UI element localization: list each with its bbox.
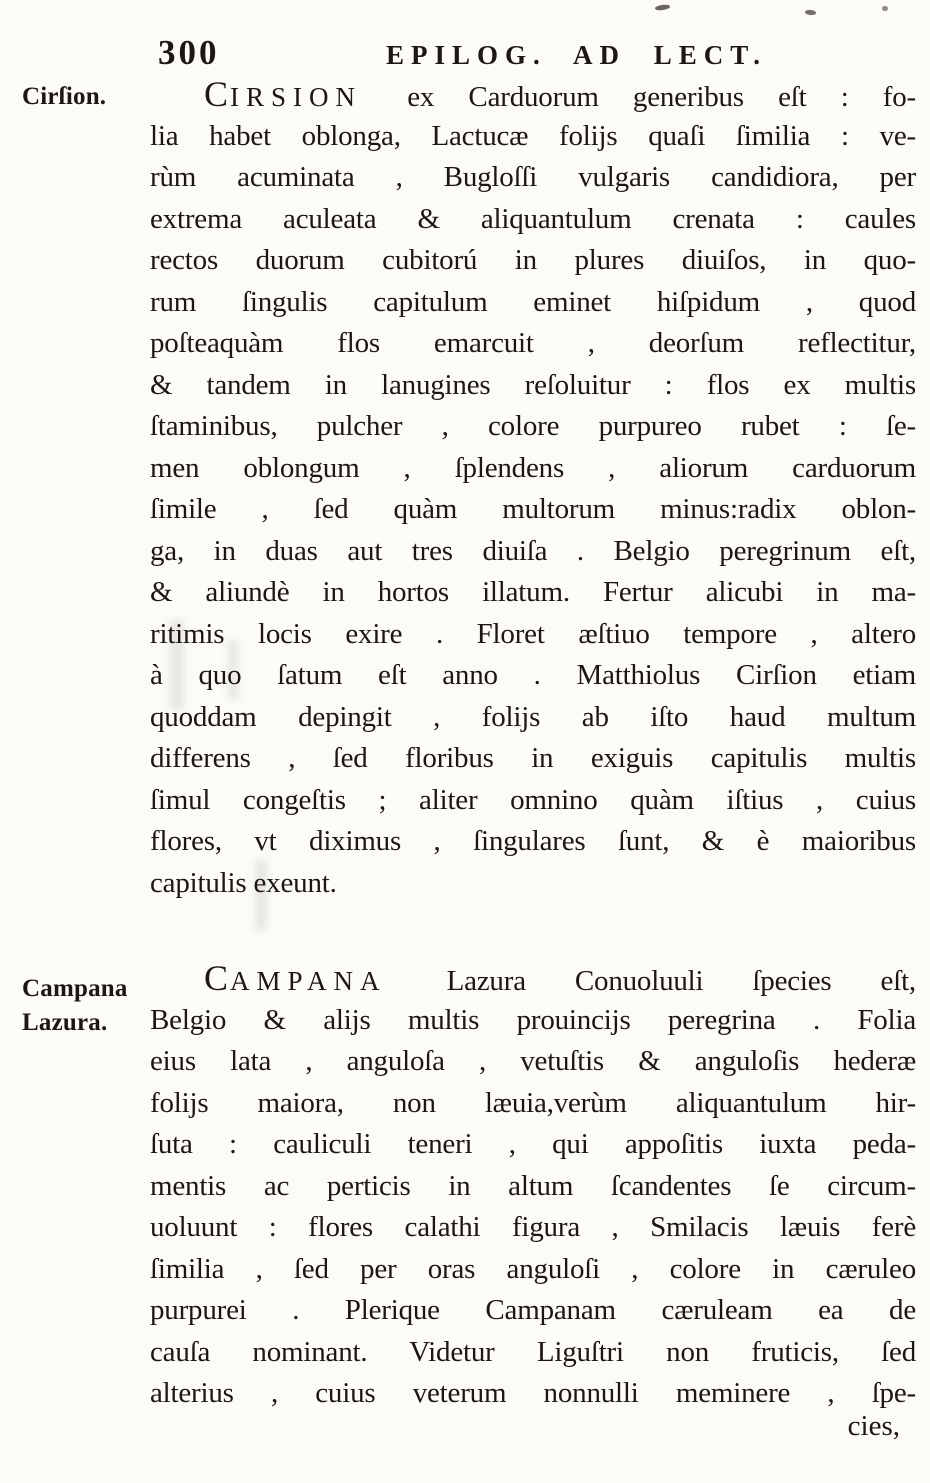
text-line: à quo ſatum eſt anno . Matthiolus Cirſion etiam: [150, 659, 916, 691]
text-line: purpurei . Plerique Campanam cæruleam ea de: [150, 1294, 916, 1326]
text-line: ſimile , ſed quàm multorum minus:radix oblon-: [150, 493, 916, 525]
text-line: poſteaquàm flos emarcuit , deorſum reflectitur,: [150, 327, 916, 359]
lead-word: [204, 74, 373, 114]
lead-initial: C: [204, 958, 231, 998]
page-number: 300: [158, 33, 220, 72]
text-line: rum ſingulis capitulum eminet hiſpidum , quod: [150, 285, 916, 318]
text-line: mentis ac perticis in altum ſcandentes ſe circum-: [150, 1169, 916, 1202]
paragraph-last-line: capitulis exeunt.: [150, 866, 337, 899]
margin-note-line: Campana: [22, 975, 128, 1002]
text-line: men oblongum , ſplendens , aliorum carduorum: [150, 451, 916, 484]
text-line: alterius , cuius veterum nonnulli meminere , ſpe-: [150, 1377, 916, 1409]
text-line: rùm acuminata , Bugloſſi vulgaris candidiora, per: [150, 161, 916, 193]
text-line: ſuta : cauliculi teneri , qui appoſitis iuxta peda-: [150, 1128, 916, 1160]
running-title: EPILOG. AD LECT.: [386, 40, 768, 70]
paragraph-first-line: [150, 958, 916, 1000]
lead-initial: C: [204, 74, 231, 114]
text-line: cauſa nominant. Videtur Liguſtri non fruticis, ſed: [150, 1335, 916, 1368]
text-line: eius lata , anguloſa , vetuſtis & anguloſis hederæ: [150, 1045, 916, 1077]
first-line-text: ex Carduorum generibus eſt : fo-: [407, 81, 916, 113]
paragraph-campana-lazura: [150, 958, 916, 1415]
catchword: cies,: [847, 1410, 900, 1442]
text-line: lia habet oblonga, Lactucæ folijs quaſi ſimilia : ve-: [150, 119, 916, 152]
catchword-row: [150, 1406, 916, 1448]
margin-note-line: Cirſion.: [22, 83, 107, 110]
lead-rest: AMPANA: [230, 966, 387, 996]
text-line: Belgio & alijs multis prouincijs peregrina . Folia: [150, 1003, 916, 1036]
margin-note-line: Lazura.: [22, 1009, 108, 1036]
text-line: ritimis locis exire . Floret æſtiuo tempore , altero: [150, 617, 916, 650]
lead-rest: IRSION: [230, 82, 363, 112]
lead-word: [204, 958, 398, 998]
text-line: folijs maiora, non læuia,verùm aliquantulum hir-: [150, 1086, 916, 1119]
scan-speck: [655, 4, 671, 11]
text-line: & tandem in lanugines reſoluitur : flos ex multis: [150, 368, 916, 401]
paragraph-cirsion: [150, 74, 916, 904]
text-line: ga, in duas aut tres diuiſa . Belgio peregrinum eſt,: [150, 534, 916, 567]
text-line: & aliundè in hortos illatum. Fertur alicubi in ma-: [150, 576, 916, 608]
text-line: quoddam depingit , folijs ab iſto haud multum: [150, 700, 916, 733]
text-line: differens , ſed floribus in exiguis capitulis multis: [150, 742, 916, 774]
text-line: extrema aculeata & aliquantulum crenata : caules: [150, 202, 916, 235]
text-line: ſimilia , ſed per oras anguloſi , colore in cæruleo: [150, 1252, 916, 1285]
margin-note-campana-lazura: [22, 972, 128, 1040]
scan-speck: [882, 6, 888, 11]
text-line: rectos duorum cubitorú in plures diuiſos, in quo-: [150, 244, 916, 276]
text-line: uoluunt : flores calathi figura , Smilacis læuis ferè: [150, 1211, 916, 1243]
first-line-text: Lazura Conuoluuli ſpecies eſt,: [446, 965, 916, 997]
text-line: flores, vt diximus , ſingulares ſunt, & è maioribus: [150, 825, 916, 857]
text-line: ſimul congeſtis ; aliter omnino quàm iſtius , cuius: [150, 783, 916, 816]
paragraph-first-line: [150, 74, 916, 116]
margin-note-cirsion: [22, 80, 106, 114]
scan-speck: [805, 10, 816, 16]
text-line: ſtaminibus, pulcher , colore purpureo rubet : ſe-: [150, 410, 916, 442]
